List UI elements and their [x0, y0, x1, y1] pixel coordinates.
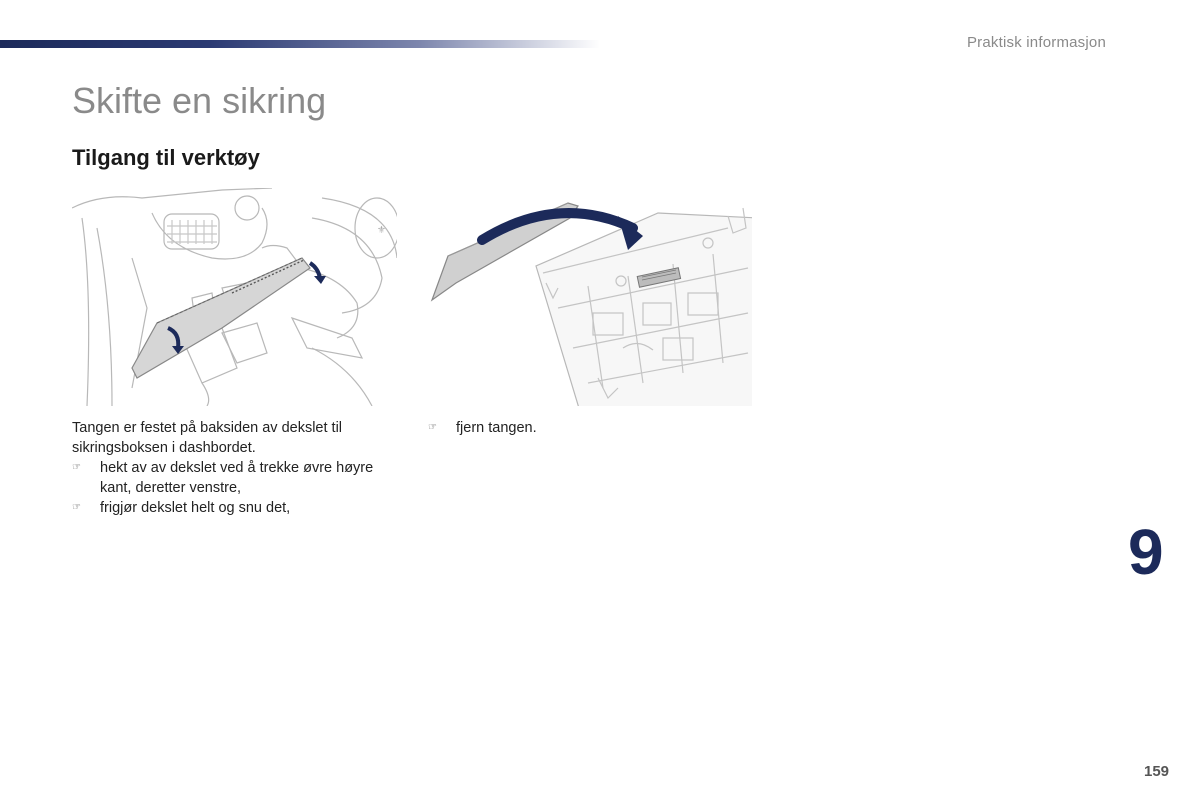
svg-text:⚜: ⚜ — [377, 225, 386, 236]
list-item — [72, 458, 402, 498]
page-title: Skifte en sikring — [72, 80, 327, 121]
list-item-text: hekt av av dekslet ved å trekke øvre høyre kant, deretter venstre, — [100, 460, 374, 496]
fuse-cover-tweezers-illustration — [428, 188, 752, 406]
list-item — [72, 498, 402, 518]
list-item — [428, 418, 748, 438]
chapter-number: 9 — [1128, 516, 1164, 588]
pointing-hand-icon: ☞ — [428, 422, 437, 433]
intro-paragraph: Tangen er festet på baksiden av dekslet til sikringsboksen i dashbordet. — [72, 420, 343, 456]
section-subtitle: Tilgang til verktøy — [72, 145, 260, 170]
pointing-hand-icon: ☞ — [72, 462, 81, 473]
list-item-text: frigjør dekslet helt og snu det, — [100, 500, 291, 516]
section-header: Praktisk informasjon — [966, 34, 1106, 51]
fuse-cover-svg — [428, 188, 752, 406]
header-accent-bar — [0, 40, 600, 48]
page-number: 159 — [1144, 763, 1170, 780]
dashboard-cover-illustration — [72, 188, 397, 406]
pointing-hand-icon: ☞ — [72, 502, 81, 513]
dashboard-illustration-svg — [72, 188, 397, 406]
list-item-text: fjern tangen. — [456, 420, 537, 436]
instructions-left-column — [72, 418, 402, 518]
instructions-right-column — [428, 418, 748, 438]
instruction-list — [72, 458, 402, 518]
instruction-list — [428, 418, 748, 438]
